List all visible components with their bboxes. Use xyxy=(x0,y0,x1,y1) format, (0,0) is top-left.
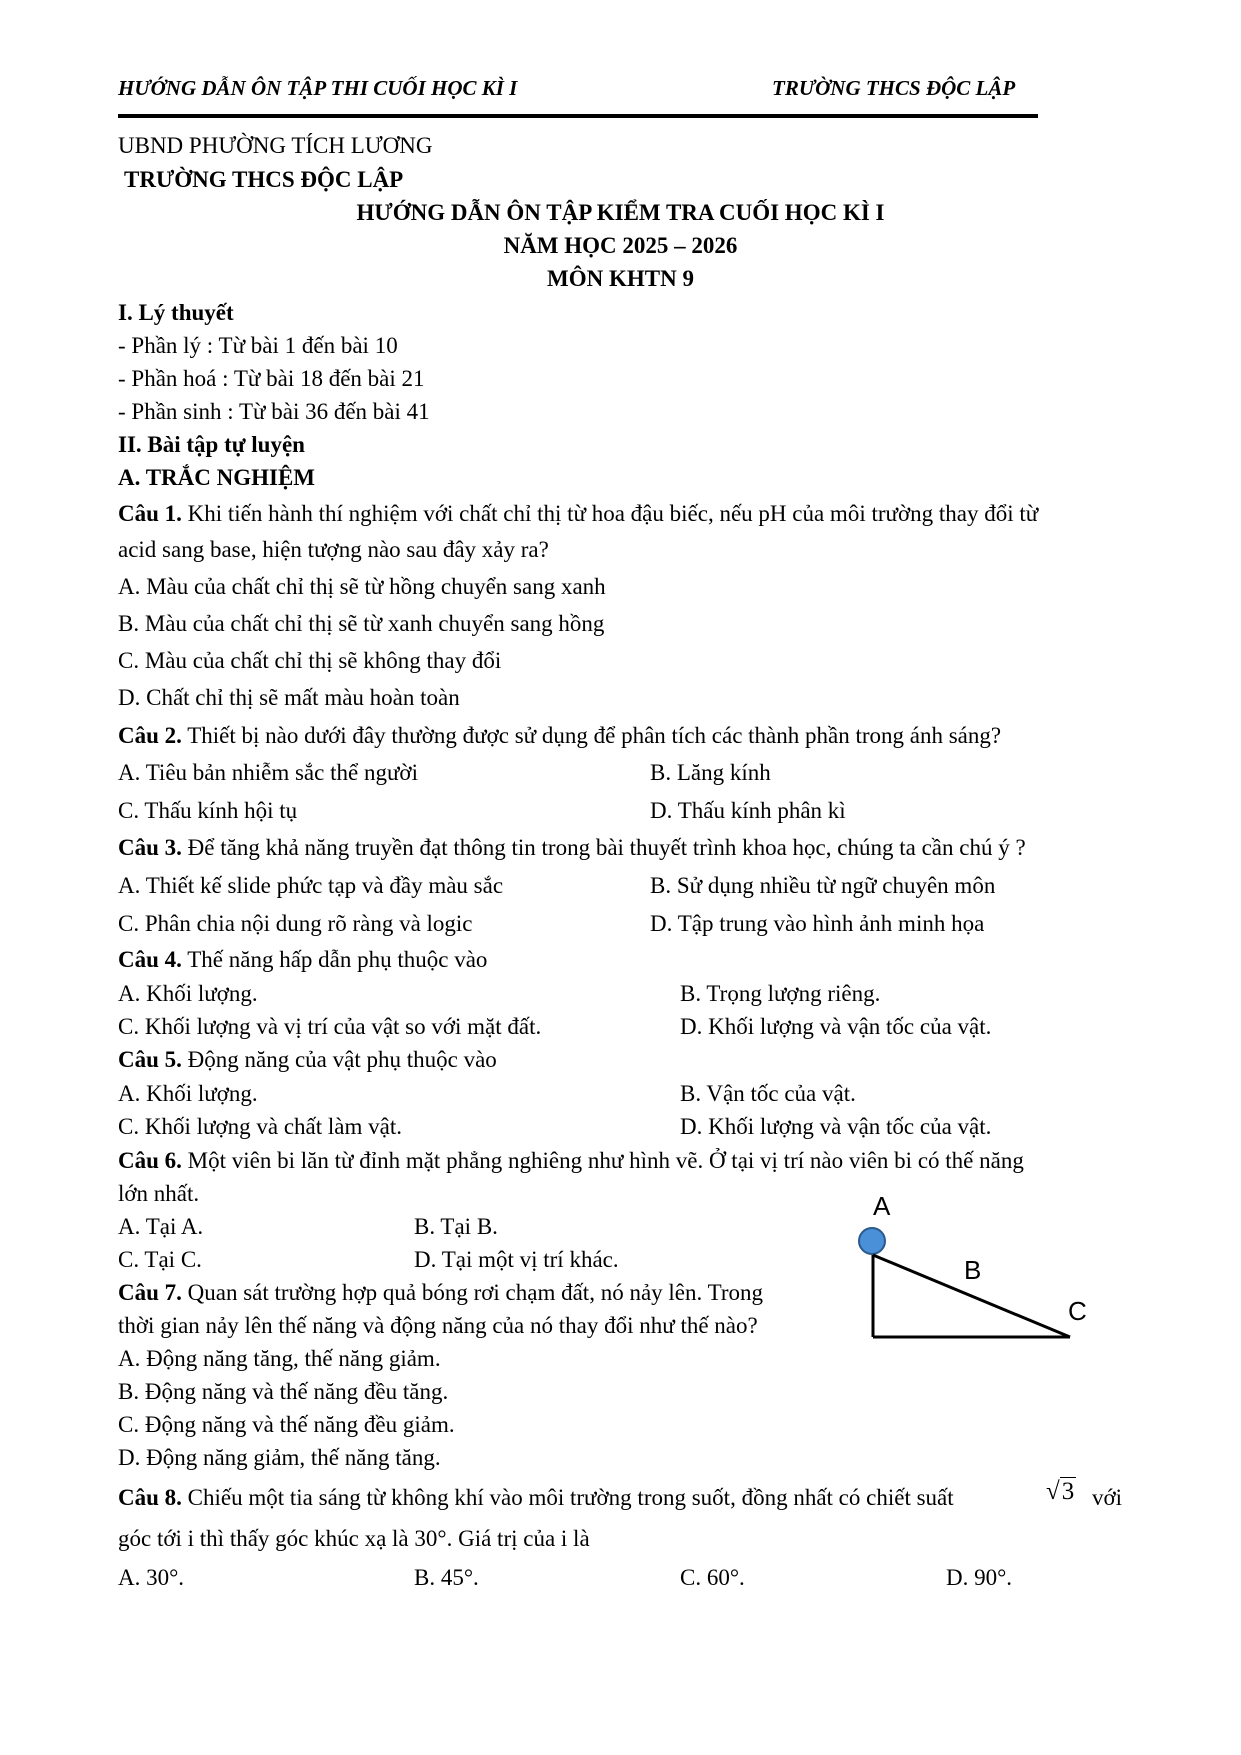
question-text: Động năng của vật phụ thuộc vào xyxy=(181,1047,497,1072)
theory-item: - Phần hoá : Từ bài 18 đến bài 21 xyxy=(118,366,425,391)
sqrt-expression xyxy=(1046,1478,1076,1506)
answer-option: B. Lăng kính xyxy=(650,760,771,785)
header-right: TRƯỜNG THCS ĐỘC LẬP xyxy=(772,76,1016,100)
figure-label-a: A xyxy=(873,1195,891,1221)
question-text: Chiếu một tia sáng từ không khí vào môi trường trong suốt, đồng nhất có chiết suất xyxy=(181,1485,954,1510)
question-8-continued: góc tới i thì thấy góc khúc xạ là 30°. Giá trị của i là xyxy=(118,1526,590,1551)
inclined-plane-figure xyxy=(840,1195,1110,1355)
answer-option: B. Sử dụng nhiều từ ngữ chuyên môn xyxy=(650,873,996,898)
answer-option: A. Màu của chất chỉ thị sẽ từ hồng chuyển sang xanh xyxy=(118,574,606,599)
document-title: HƯỚNG DẪN ÔN TẬP KIỂM TRA CUỐI HỌC KÌ I xyxy=(356,200,885,225)
theory-heading: I. Lý thuyết xyxy=(118,300,234,325)
answer-option: D. 90°. xyxy=(946,1565,1013,1590)
header-rule xyxy=(118,114,1038,118)
question-7-continued: thời gian nảy lên thế năng và động năng của nó thay đổi như thế nào? xyxy=(118,1313,758,1338)
question-text: Quan sát trường hợp quả bóng rơi chạm đất, nó nảy lên. Trong xyxy=(181,1280,763,1305)
answer-option: D. Tập trung vào hình ảnh minh họa xyxy=(650,911,985,936)
answer-option: C. Tại C. xyxy=(118,1247,202,1272)
question-text: Một viên bi lăn từ đỉnh mặt phẳng nghiêng như hình vẽ. Ở tại vị trí nào viên bi có thế năng xyxy=(181,1148,1024,1173)
question-text: Khi tiến hành thí nghiệm với chất chỉ thị từ hoa đậu biếc, nếu pH của môi trường thay đổi từ xyxy=(181,501,1039,526)
question-4 xyxy=(118,946,487,974)
question-8 xyxy=(118,1484,954,1512)
figure-label-b: B xyxy=(964,1255,982,1285)
answer-option: A. Tại A. xyxy=(118,1214,204,1239)
answer-option: B. Trọng lượng riêng. xyxy=(680,981,881,1006)
answer-option: D. Khối lượng và vận tốc của vật. xyxy=(680,1014,992,1039)
sqrt-radicand: 3 xyxy=(1061,1478,1075,1505)
answer-option: A. Thiết kế slide phức tạp và đầy màu sắc xyxy=(118,873,504,898)
answer-option: B. Động năng và thế năng đều tăng. xyxy=(118,1379,449,1404)
question-7 xyxy=(118,1279,763,1307)
answer-option: C. 60°. xyxy=(680,1565,745,1590)
answer-option: A. Động năng tăng, thế năng giảm. xyxy=(118,1346,441,1371)
question-6 xyxy=(118,1147,1024,1175)
answer-option: A. 30°. xyxy=(118,1565,185,1590)
question-label: Câu 4. xyxy=(118,947,182,972)
question-label: Câu 3. xyxy=(118,835,182,860)
question-label: Câu 8. xyxy=(118,1485,182,1510)
answer-option: C. Phân chia nội dung rõ ràng và logic xyxy=(118,911,473,936)
exercises-heading: II. Bài tập tự luyện xyxy=(118,432,305,457)
answer-option: C. Động năng và thế năng đều giảm. xyxy=(118,1412,455,1437)
answer-option: B. Màu của chất chỉ thị sẽ từ xanh chuyển sang hồng xyxy=(118,611,605,636)
question-3 xyxy=(118,834,1026,862)
answer-option: A. Khối lượng. xyxy=(118,981,258,1006)
school-name: TRƯỜNG THCS ĐỘC LẬP xyxy=(124,167,404,192)
ball-icon xyxy=(859,1228,885,1254)
figure-label-c: C xyxy=(1068,1296,1087,1326)
header-left: HƯỚNG DẪN ÔN TẬP THI CUỐI HỌC KÌ I xyxy=(118,76,518,100)
answer-option: C. Khối lượng và vị trí của vật so với mặt đất. xyxy=(118,1014,542,1039)
question-label: Câu 1. xyxy=(118,501,182,526)
answer-option: D. Động năng giảm, thế năng tăng. xyxy=(118,1445,441,1470)
question-6-continued: lớn nhất. xyxy=(118,1181,200,1206)
theory-item: - Phần lý : Từ bài 1 đến bài 10 xyxy=(118,333,398,358)
answer-option: D. Thấu kính phân kì xyxy=(650,798,846,823)
question-text: Thế năng hấp dẫn phụ thuộc vào xyxy=(181,947,488,972)
multiple-choice-heading: A. TRẮC NGHIỆM xyxy=(118,465,316,490)
theory-item: - Phần sinh : Từ bài 36 đến bài 41 xyxy=(118,399,430,424)
answer-option: C. Màu của chất chỉ thị sẽ không thay đổi xyxy=(118,648,502,673)
answer-option: C. Thấu kính hội tụ xyxy=(118,798,298,823)
question-label: Câu 5. xyxy=(118,1047,182,1072)
question-text: Thiết bị nào dưới đây thường được sử dụng để phân tích các thành phần trong ánh sáng? xyxy=(181,723,1002,748)
answer-option: B. 45°. xyxy=(414,1565,479,1590)
answer-option: B. Tại B. xyxy=(414,1214,498,1239)
question-1-continued: acid sang base, hiện tượng nào sau đây xảy ra? xyxy=(118,537,549,562)
authority-name: UBND PHƯỜNG TÍCH LƯƠNG xyxy=(118,133,433,158)
answer-option: D. Khối lượng và vận tốc của vật. xyxy=(680,1114,992,1139)
answer-option: D. Tại một vị trí khác. xyxy=(414,1247,619,1272)
answer-option: D. Chất chỉ thị sẽ mất màu hoàn toàn xyxy=(118,685,460,710)
answer-option: A. Khối lượng. xyxy=(118,1081,258,1106)
school-year: NĂM HỌC 2025 – 2026 xyxy=(503,233,738,258)
question-label: Câu 6. xyxy=(118,1148,182,1173)
subject-title: MÔN KHTN 9 xyxy=(547,266,694,291)
question-2 xyxy=(118,722,1001,750)
sqrt-sign-icon: √ xyxy=(1046,1478,1060,1505)
answer-option: A. Tiêu bản nhiễm sắc thể người xyxy=(118,760,418,785)
answer-option: C. Khối lượng và chất làm vật. xyxy=(118,1114,402,1139)
question-1 xyxy=(118,500,1038,528)
question-label: Câu 2. xyxy=(118,723,182,748)
question-text: Để tăng khả năng truyền đạt thông tin trong bài thuyết trình khoa học, chúng ta cần chú ý ? xyxy=(181,835,1026,860)
question-5 xyxy=(118,1046,497,1074)
question-label: Câu 7. xyxy=(118,1280,182,1305)
question-8-line-end: với xyxy=(1092,1485,1123,1510)
answer-option: B. Vận tốc của vật. xyxy=(680,1081,856,1106)
